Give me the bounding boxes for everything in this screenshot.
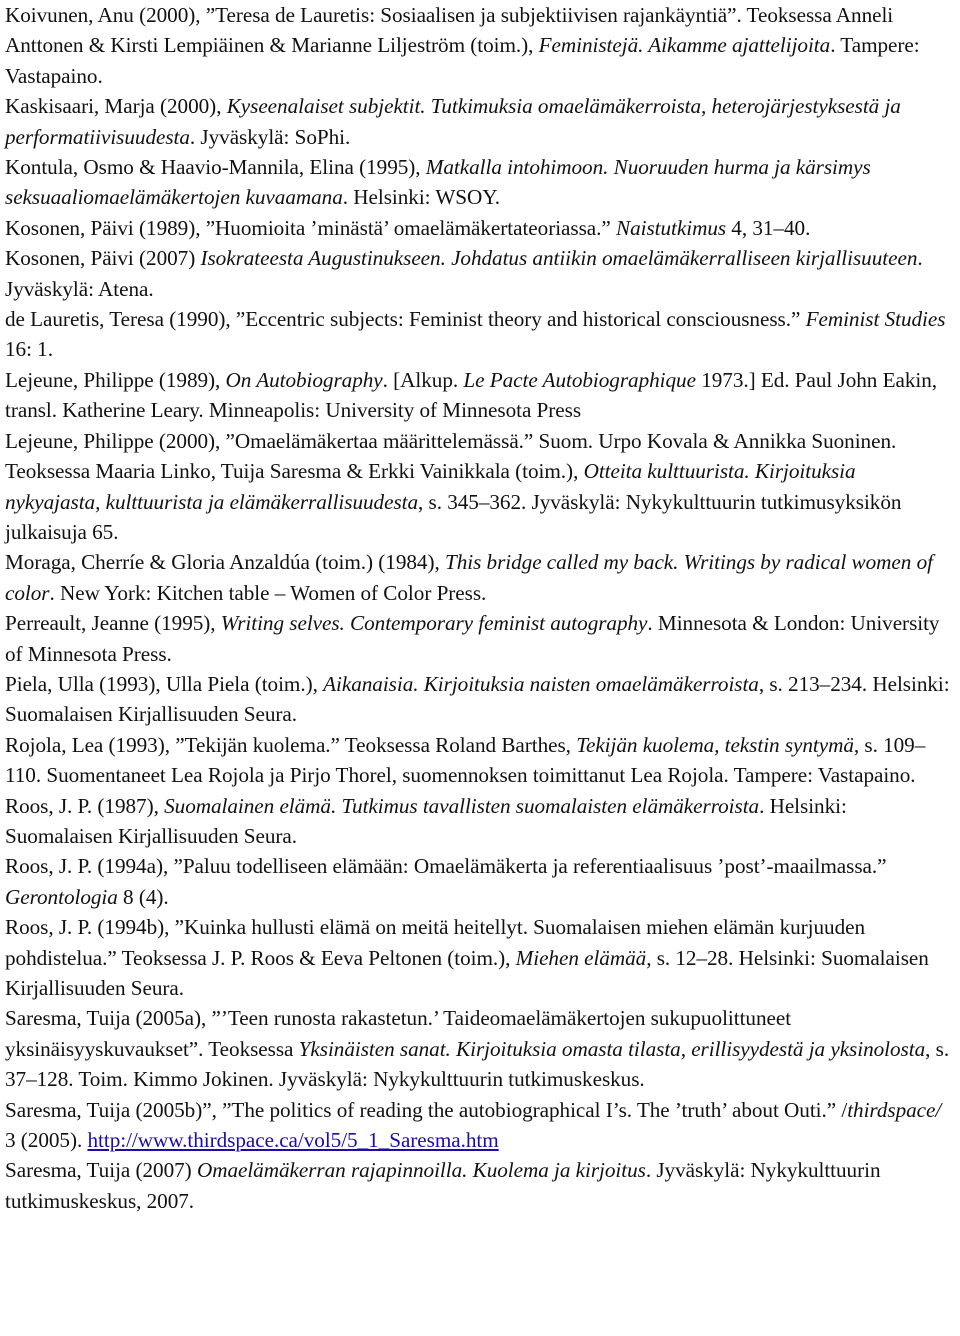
reference-entry	[5, 426, 955, 548]
reference-text: Kontula, Osmo & Haavio-Mannila, Elina (1995),	[5, 155, 426, 180]
reference-text: Moraga, Cherríe & Gloria Anzaldúa (toim.) (1984),	[5, 550, 445, 575]
reference-title-italic: Suomalainen elämä. Tutkimus tavallisten suomalaisten elämäkerroista	[164, 793, 760, 818]
reference-text: Roos, J. P. (1994a), ”Paluu todelliseen elämään: Omaelämäkerta ja referentiaalisuus ’post’-maailmassa.”	[5, 854, 887, 879]
reference-entry	[5, 547, 955, 608]
reference-text: . [Alkup.	[382, 367, 464, 392]
reference-entry	[5, 730, 955, 791]
reference-text: 1973.] Ed. Paul John Eakin, transl. Katherine Leary. Minneapolis: University of Minnesota Press	[5, 367, 938, 423]
reference-title-italic: Naistutkimus	[616, 215, 727, 240]
reference-entry	[5, 1155, 955, 1216]
reference-title-italic: Miehen elämää	[515, 945, 647, 970]
reference-text: Roos, J. P. (1987),	[5, 793, 165, 818]
reference-title-italic: Tekijän kuolema, tekstin syntymä	[576, 732, 854, 757]
reference-text: Piela, Ulla (1993), Ulla Piela (toim.),	[5, 671, 324, 696]
reference-title-italic: Otteita kulttuurista. Kirjoituksia nykyajasta, kulttuurista ja elämäkerrallisuudesta	[5, 459, 856, 514]
reference-text: 4, 31–40.	[726, 215, 811, 240]
reference-text: de Lauretis, Teresa (1990), ”Eccentric subjects: Feminist theory and historical consciousness.”	[5, 307, 806, 332]
reference-text: Roos, J. P. (1994b), ”Kuinka hullusti elämä on meitä heitellyt. Suomalaisen miehen elämän kurjuuden pohdistelua.” Teoksessa J. P. Roos & Eeva Peltonen (toim.),	[5, 915, 866, 970]
reference-title-italic: Feministejä. Aikamme ajattelijoita	[538, 33, 831, 58]
reference-title-italic: This bridge called my back. Writings by radical women of color	[5, 550, 933, 605]
reference-entry	[5, 152, 955, 213]
reference-text: . Jyväskylä: SoPhi.	[189, 124, 351, 149]
reference-text: 8 (4).	[117, 884, 169, 909]
reference-title-italic: Kyseenalaiset subjektit. Tutkimuksia omaelämäkerroista, heterojärjestyksestä ja performatiivisuudesta	[5, 94, 901, 149]
reference-text: Kaskisaari, Marja (2000),	[5, 94, 227, 119]
reference-text: Lejeune, Philippe (2000), ”Omaelämäkertaa määrittelemässä.” Suom. Urpo Kovala & Annikka Suoninen. Teoksessa Maaria Linko, Tuija Saresma & Erkki Vainikkala (toim.),	[5, 428, 897, 484]
reference-entry	[5, 1003, 955, 1094]
reference-entry	[5, 365, 955, 426]
reference-title-italic: Aikanaisia. Kirjoituksia naisten omaelämäkerroista	[323, 671, 759, 696]
reference-text: , s. 109–110. Suomentaneet Lea Rojola ja Pirjo Thorel, suomennoksen toimittanut Lea Rojola. Tampere: Vastapaino.	[5, 732, 926, 788]
reference-title-italic: Le Pacte Autobiographique	[463, 367, 696, 392]
reference-link[interactable]: http://www.thirdspace.ca/vol5/5_1_Saresma.htm	[87, 1128, 499, 1153]
reference-text: Lejeune, Philippe (1989),	[5, 367, 226, 392]
reference-entry	[5, 213, 955, 243]
reference-title-italic: Omaelämäkerran rajapinnoilla. Kuolema ja kirjoitus	[196, 1158, 646, 1183]
reference-text: , s. 37–128. Toim. Kimmo Jokinen. Jyväskylä: Nykykulttuurin tutkimuskeskus.	[5, 1036, 950, 1092]
reference-text: Koivunen, Anu (2000), ”Teresa de Lauretis: Sosiaalisen ja subjektiivisen rajankäyntiä”. Teoksessa Anneli Anttonen & Kirsti Lempiäinen & Marianne Liljeström (toim.),	[5, 3, 894, 58]
reference-text: . New York: Kitchen table – Women of Color Press.	[49, 580, 487, 605]
reference-text: Saresma, Tuija (2007)	[5, 1158, 197, 1183]
reference-entry	[5, 1095, 955, 1156]
reference-text: , s. 213–234. Helsinki: Suomalaisen Kirjallisuuden Seura.	[5, 671, 950, 727]
reference-title-italic: Writing selves. Contemporary feminist autography	[220, 611, 648, 636]
reference-entry	[5, 791, 955, 852]
reference-entry	[5, 91, 955, 152]
reference-text: . Jyväskylä: Nykykulttuurin tutkimuskeskus, 2007.	[5, 1158, 881, 1213]
reference-text: . Jyväskylä: Atena.	[5, 246, 923, 301]
reference-text: , s. 12–28. Helsinki: Suomalaisen Kirjallisuuden Seura.	[5, 945, 929, 1000]
reference-entry	[5, 851, 955, 912]
reference-text: Saresma, Tuija (2005b)”, ”The politics of reading the autobiographical I’s. The ’truth’ about Outi.” /	[5, 1097, 848, 1122]
reference-title-italic: Matkalla intohimoon. Nuoruuden hurma ja kärsimys seksuaaliomaelämäkertojen kuvaamana	[5, 155, 871, 210]
reference-list	[5, 0, 955, 1216]
reference-text: . Helsinki: Suomalaisen Kirjallisuuden Seura.	[5, 793, 847, 848]
reference-text: 3 (2005).	[5, 1128, 88, 1153]
reference-title-italic: Gerontologia	[5, 884, 118, 909]
reference-text: . Helsinki: WSOY.	[342, 185, 501, 210]
reference-text: Kosonen, Päivi (1989), ”Huomioita ’minästä’ omaelämäkertateoriassa.”	[5, 215, 616, 240]
reference-entry	[5, 0, 955, 91]
reference-text: . Tampere: Vastapaino.	[5, 33, 920, 88]
reference-title-italic: On Autobiography	[225, 367, 383, 392]
reference-text: Kosonen, Päivi (2007)	[5, 246, 201, 271]
reference-text: 16: 1.	[5, 337, 53, 362]
reference-text: , s. 345–362. Jyväskylä: Nykykulttuurin tutkimusyksikön julkaisuja 65.	[5, 489, 902, 544]
reference-title-italic: Yksinäisten sanat. Kirjoituksia omasta tilasta, erillisyydestä ja yksinolosta	[298, 1036, 926, 1061]
reference-entry	[5, 243, 955, 304]
reference-title-italic: thirdspace/	[847, 1097, 942, 1122]
reference-title-italic: Isokrateesta Augustinukseen. Johdatus antiikin omaelämäkerralliseen kirjallisuuteen	[200, 246, 918, 271]
reference-entry	[5, 304, 955, 365]
reference-title-italic: Feminist Studies	[805, 307, 946, 332]
reference-entry	[5, 608, 955, 669]
reference-text: Saresma, Tuija (2005a), ”’Teen runosta rakastetun.’ Taideomaelämäkertojen sukupuolittuneet yksinäisyyskuvaukset”. Teoksessa	[5, 1006, 792, 1061]
reference-entry	[5, 912, 955, 1003]
reference-entry	[5, 669, 955, 730]
reference-text: Perreault, Jeanne (1995),	[5, 611, 221, 636]
reference-text: . Minnesota & London: University of Minnesota Press.	[5, 611, 940, 666]
reference-text: Rojola, Lea (1993), ”Tekijän kuolema.” Teoksessa Roland Barthes,	[5, 732, 577, 757]
